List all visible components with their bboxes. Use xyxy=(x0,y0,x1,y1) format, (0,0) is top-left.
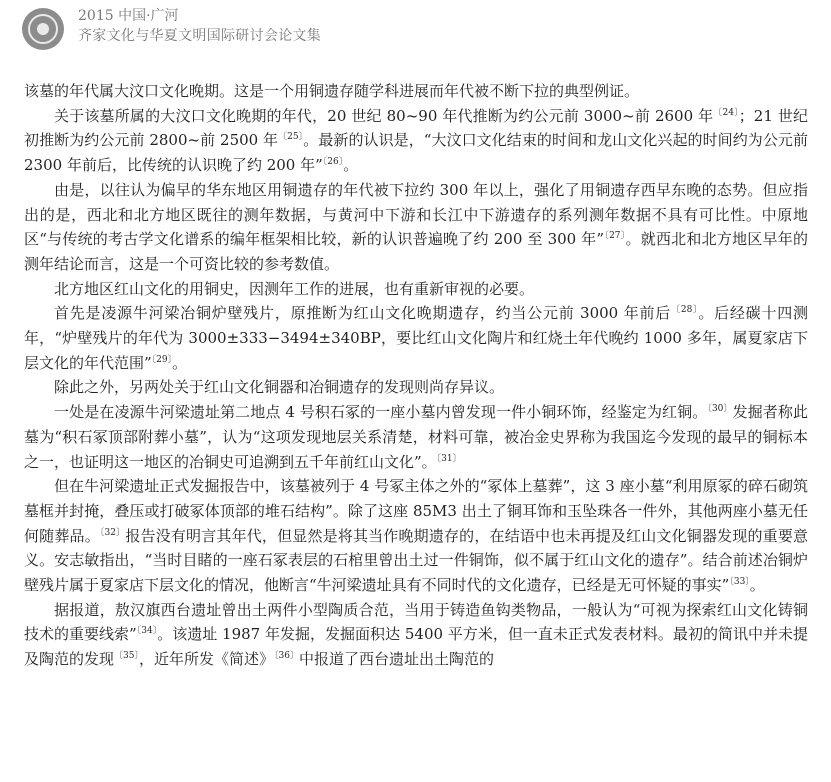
text-run: 据报道，敖汉旗西台遗址曾出土两件小型陶质合范，当用于铸造鱼钩类物品，一般认为“可视为探索红山文化铸铜技术的重要线索” xyxy=(24,600,808,644)
citation-marker: 〔25〕 xyxy=(278,132,304,143)
citation-marker: 〔27〕 xyxy=(604,231,626,242)
text-run: 。最新的认识是，“大汶口文化结束的时间和龙山文化兴起的时间约为公元前 2300 年前后，比传统的认识晚了约 200 年” xyxy=(24,131,808,175)
text-run: 。 xyxy=(749,576,765,595)
text-run: 一处是在凌源牛河梁遗址第二地点 4 号积石冢的一座小墓内曾发现一件小铜环饰，经鉴定为红铜。 xyxy=(54,403,708,422)
citation-marker: 〔24〕 xyxy=(713,107,739,118)
text-run: 。后经碳十四测年，“炉壁残片的年代为 3000±333−3494±340BP，要比红山文化陶片和红烧土年代晚约 1000 多年，属夏家店下层文化的年代范围” xyxy=(24,304,808,372)
citation-marker: 〔26〕 xyxy=(322,157,344,168)
citation-marker: 〔29〕 xyxy=(151,354,173,365)
paragraph xyxy=(24,301,808,375)
text-run: 但在牛河梁遗址正式发掘报告中，该墓被列于 4 号冢主体之外的“冢体上墓葬”，这 3 座小墓“利用原冢的碎石砌筑墓框并封掩，叠压或打破冢体顶部的堆石结构”。除了这座 85M3 出土了铜耳饰和玉坠珠各一件外，其他两座小墓无任何随葬品。 xyxy=(24,477,808,545)
text-run: 首先是凌源牛河梁冶铜炉壁残片，原推断为红山文化晚期遗存，约当公元前 3000 年前后 xyxy=(54,304,672,323)
citation-marker: 〔32〕 xyxy=(99,527,126,538)
body-text xyxy=(24,79,808,672)
paragraph xyxy=(24,79,808,104)
text-run: 该墓的年代属大汶口文化晚期。这是一个用铜遗存随学科进展而年代被不断下拉的典型例证。 xyxy=(24,82,640,100)
citation-marker: 〔31〕 xyxy=(436,453,462,464)
citation-marker: 〔33〕 xyxy=(729,577,750,588)
header-text xyxy=(78,6,321,46)
text-run: 。 xyxy=(172,353,188,372)
conference-logo-icon xyxy=(22,8,64,50)
paragraph xyxy=(24,277,808,302)
text-run: 由是，以往认为偏早的华东地区用铜遗存的年代被下拉约 300 年以上，强化了用铜遗存西早东晚的态势。但应指出的是，西北和北方地区既往的测年数据，与黄河中下游和长江中下游遗存的系列测年数据不具有可比性。中原地区“与传统的考古学文化谱系的编年框架相比较，新的认识普遍晚了约 200 至 300 年” xyxy=(24,180,808,249)
running-header xyxy=(22,6,812,66)
citation-marker: 〔28〕 xyxy=(671,305,699,316)
citation-marker: 〔36〕 xyxy=(273,651,299,662)
citation-marker: 〔35〕 xyxy=(114,651,139,662)
citation-marker: 〔30〕 xyxy=(707,404,733,415)
paragraph xyxy=(24,375,808,400)
citation-marker: 〔34〕 xyxy=(136,626,158,637)
paragraph xyxy=(24,104,808,178)
text-run: 报告没有明言其年代，但显然是将其当作晚期遗存的，在结语中也未再提及红山文化铜器发现的重要意义。安志敏指出，“当时目睹的一座石冢表层的石棺里曾出土过一件铜饰，似不属于红山文化的遗存”。结合前述冶铜炉壁残片属于夏家店下层文化的情况，他断言“牛河梁遗址具有不同时代的文化遗存，已经是无可怀疑的事实” xyxy=(24,526,808,595)
text-run: ，近年所发《简述》 xyxy=(138,650,274,669)
text-run: 除此之外，另两处关于红山文化铜器和冶铜遗存的发现则尚存异议。 xyxy=(54,378,505,397)
header-year-place: 2015 中国·广河 xyxy=(78,8,179,24)
text-run: 。该遗址 1987 年发掘，发掘面积达 5400 平方米，但一直未正式发表材料。最初的简讯中并未提及陶范的发现 xyxy=(24,625,809,669)
paragraph xyxy=(24,474,808,598)
text-run: 。 xyxy=(343,156,359,175)
paragraph xyxy=(24,598,808,672)
paragraph xyxy=(24,178,808,277)
text-run: 关于该墓所属的大汶口文化晚期的年代，20 世纪 80~90 年代推断为约公元前 3000~前 2600 年 xyxy=(54,106,714,125)
header-proceedings-title: 齐家文化与华夏文明国际研讨会论文集 xyxy=(78,28,322,44)
text-run: 中报道了西台遗址出土陶范的 xyxy=(298,650,494,669)
text-run: 北方地区红山文化的用铜史，因测年工作的进展，也有重新审视的必要。 xyxy=(54,279,535,298)
text-run: ；21 世纪初推断为约公元前 2800~前 2500 年 xyxy=(24,106,809,150)
paragraph xyxy=(24,400,808,474)
text-run: 。就西北和北方地区早年的测年结论而言，这是一个可资比较的参考数值。 xyxy=(24,230,808,273)
text-run: 发掘者称此墓为“积石冢顶部附葬小墓”，认为“这项发现地层关系清楚，材料可靠，被冶金史界称为我国迄今发现的最早的铜标本之一，也证明这一地区的冶铜史可追溯到五千年前红山文化”。 xyxy=(24,403,808,471)
